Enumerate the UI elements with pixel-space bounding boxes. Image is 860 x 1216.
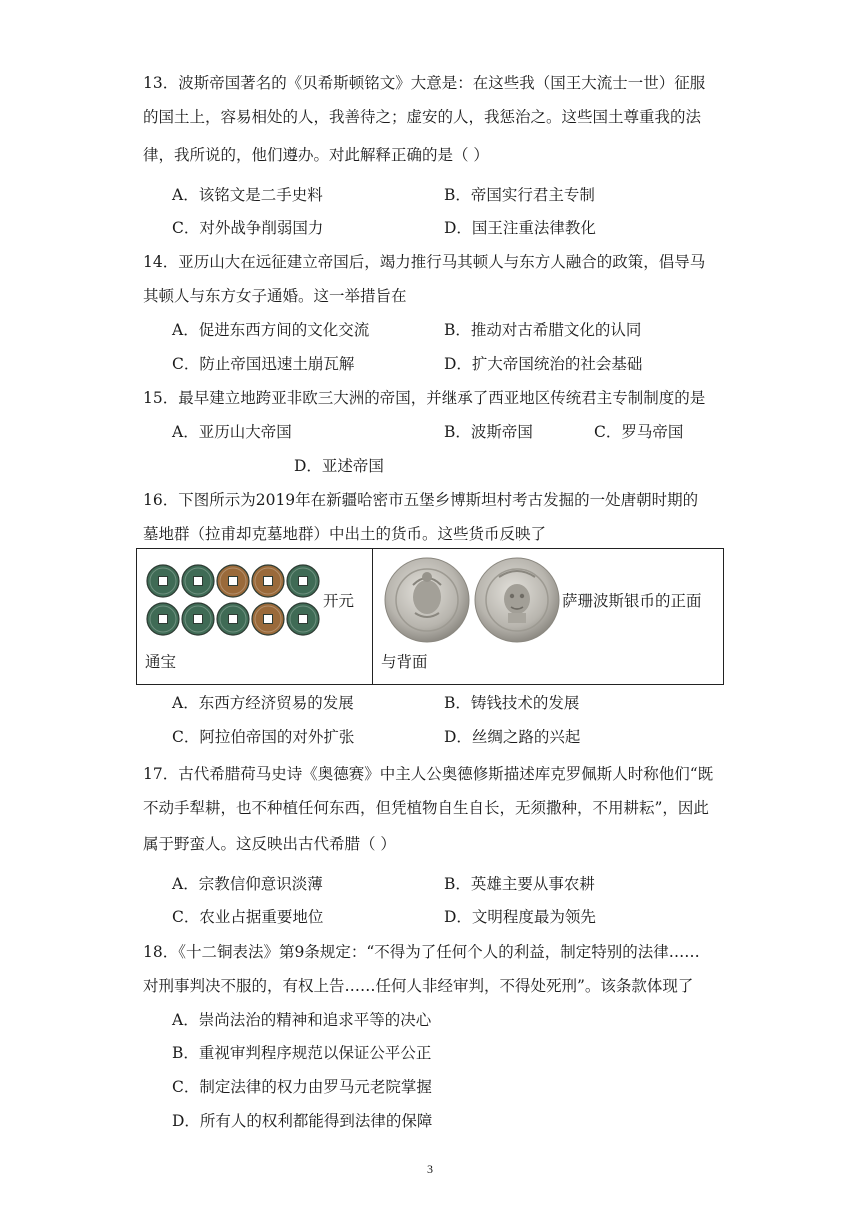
q14-option-c[interactable]: C．防止帝国迅速土崩瓦解: [172, 355, 355, 373]
q17-stem-line3: 属于野蛮人。这反映出古代希腊（ ）: [143, 835, 396, 853]
q13-option-c[interactable]: C．对外战争削弱国力: [172, 219, 324, 237]
coin-figure-table: [136, 548, 724, 685]
kaiyuan-coin: [252, 565, 284, 597]
q17-option-c[interactable]: C．农业占据重要地位: [172, 908, 324, 926]
q18-stem-line1: 18．《十二铜表法》第9条规定：“不得为了任何个人的利益，制定特别的法律……: [143, 943, 700, 961]
q15-option-a[interactable]: A．亚历山大帝国: [172, 423, 292, 441]
sasanian-silver-coins-image: [381, 555, 561, 645]
q13-stem-line3: 律，我所说的，他们遵办。对此解释正确的是（ ）: [143, 146, 489, 164]
q13-option-a[interactable]: A．该铭文是二手史料: [172, 186, 323, 204]
kaiyuan-coin: [182, 603, 214, 635]
q18-option-a[interactable]: A．崇尚法治的精神和追求平等的决心: [172, 1011, 432, 1029]
sasanian-caption-line1: 萨珊波斯银币的正面: [562, 592, 702, 610]
q14-stem-line2: 其顿人与东方女子通婚。这一举措旨在: [143, 287, 407, 305]
q18-option-c[interactable]: C．制定法律的权力由罗马元老院掌握: [172, 1078, 432, 1096]
q15-option-d[interactable]: D．亚述帝国: [294, 457, 384, 475]
q16-option-d[interactable]: D．丝绸之路的兴起: [444, 728, 581, 746]
sasanian-caption-line2: 与背面: [381, 653, 428, 671]
kaiyuan-tongbao-coins-image: [145, 561, 325, 639]
kaiyuan-coin: [217, 565, 249, 597]
q13-option-b[interactable]: B．帝国实行君主专制: [444, 186, 595, 204]
q17-stem-line2: 不动手犁耕，也不种植任何东西，但凭植物自生自长，无须撒种，不用耕耘”，因此: [143, 799, 709, 817]
kaiyuan-coin: [287, 603, 319, 635]
q17-option-b[interactable]: B．英雄主要从事农耕: [444, 875, 595, 893]
q16-option-a[interactable]: A．东西方经济贸易的发展: [172, 694, 354, 712]
kaiyuan-coin: [147, 565, 179, 597]
silver-coin-reverse: [475, 558, 559, 642]
kaiyuan-coin: [182, 565, 214, 597]
q18-option-d[interactable]: D．所有人的权利都能得到法律的保障: [172, 1112, 433, 1130]
page-number: 3: [427, 1162, 433, 1176]
q16-option-b[interactable]: B．铸钱技术的发展: [444, 694, 580, 712]
kaiyuan-caption-line1: 开元: [323, 592, 355, 610]
figure-divider: [372, 549, 373, 684]
q15-stem-line1: 15．最早建立地跨亚非欧三大洲的帝国，并继承了西亚地区传统君主专制制度的是: [143, 389, 706, 407]
q16-stem-line1: 16．下图所示为2019年在新疆哈密市五堡乡博斯坦村考古发掘的一处唐朝时期的: [143, 491, 699, 509]
q16-stem-line2: 墓地群（拉甫却克墓地群）中出土的货币。这些货币反映了: [143, 525, 547, 543]
q14-stem-line1: 14．亚历山大在远征建立帝国后，竭力推行马其顿人与东方人融合的政策，倡导马: [143, 253, 706, 271]
q15-option-b[interactable]: B．波斯帝国: [444, 423, 533, 441]
q17-option-d[interactable]: D．文明程度最为领先: [444, 908, 596, 926]
q18-stem-line2: 对刑事判决不服的，有权上告……任何人非经审判，不得处死刑”。该条款体现了: [143, 977, 694, 995]
kaiyuan-coin: [287, 565, 319, 597]
q13-stem-line2: 的国土上，容易相处的人，我善待之；虚安的人，我惩治之。这些国土尊重我的法: [143, 108, 702, 126]
q14-option-d[interactable]: D．扩大帝国统治的社会基础: [444, 355, 643, 373]
q15-option-c[interactable]: C．罗马帝国: [594, 423, 684, 441]
kaiyuan-coin: [147, 603, 179, 635]
q14-option-a[interactable]: A．促进东西方间的文化交流: [172, 321, 370, 339]
q17-option-a[interactable]: A．宗教信仰意识淡薄: [172, 875, 323, 893]
q13-stem-line1: 13．波斯帝国著名的《贝希斯顿铭文》大意是：在这些我（国王大流士一世）征服: [143, 74, 706, 92]
kaiyuan-coin: [217, 603, 249, 635]
q17-stem-line1: 17．古代希腊荷马史诗《奥德赛》中主人公奥德修斯描述库克罗佩斯人时称他们“既: [143, 765, 714, 783]
silver-coin-obverse: [385, 558, 469, 642]
q13-option-d[interactable]: D．国王注重法律教化: [444, 219, 596, 237]
q16-option-c[interactable]: C．阿拉伯帝国的对外扩张: [172, 728, 355, 746]
q14-option-b[interactable]: B．推动对古希腊文化的认同: [444, 321, 642, 339]
kaiyuan-caption-line2: 通宝: [145, 653, 177, 671]
kaiyuan-coin: [252, 603, 284, 635]
q18-option-b[interactable]: B．重视审判程序规范以保证公平公正: [172, 1044, 432, 1062]
